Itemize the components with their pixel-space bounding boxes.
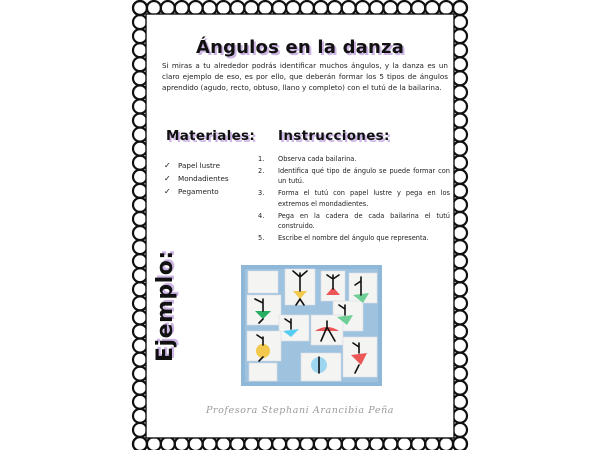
example-label: Ejemplo:: [153, 250, 178, 362]
step-number: 1.: [258, 155, 265, 163]
instruction-step: [258, 233, 450, 244]
worksheet-title: Ángulos en la danza: [195, 37, 405, 58]
step-number: 5.: [258, 233, 265, 242]
materials-item-label: Mondadientes: [178, 174, 229, 183]
materials-item: [164, 172, 229, 185]
instructions-heading: Instrucciones:: [278, 128, 390, 144]
instruction-step: [258, 188, 450, 209]
teacher-credit: Profesora Stephani Arancibia Peña: [205, 405, 395, 416]
step-number: 2.: [258, 166, 265, 175]
step-text: Forma el tutú con papel lustre y pega en los extremos el mondadientes.: [278, 189, 450, 208]
step-text: Identifica qué tipo de ángulo se puede formar con un tutú.: [278, 166, 450, 186]
intro-paragraph: Si miras a tu alrededor podrás identificar muchos ángulos, y la danza es un claro ejemplo de eso, es por ello, que deberán formar los 5 tipos de ángulos aprendido (agudo, recto, obtuso, llano y completo) con el tutú de la bailarina.: [162, 61, 448, 93]
instruction-step: [258, 166, 450, 187]
instruction-step: [258, 211, 450, 232]
materials-item-label: Papel lustre: [178, 161, 221, 170]
step-text: Escribe el nombre del ángulo que representa.: [278, 233, 429, 242]
checkmark-icon: ✓: [164, 187, 171, 196]
checkmark-icon: ✓: [164, 174, 171, 183]
checkmark-icon: ✓: [164, 161, 171, 170]
instruction-step: [258, 154, 450, 165]
step-number: 4.: [258, 211, 265, 220]
materials-heading: Materiales:: [166, 128, 256, 144]
materials-item: [164, 185, 229, 198]
materials-list: [164, 159, 229, 198]
step-text: Observa cada bailarina.: [278, 155, 357, 163]
step-text: Pega en la cadera de cada bailarina el tutú construido.: [278, 211, 450, 231]
instructions-list: [258, 154, 450, 245]
materials-item-label: Pegamento: [178, 187, 219, 196]
example-photo: [241, 265, 382, 386]
step-number: 3.: [258, 189, 265, 198]
materials-item: [164, 159, 229, 172]
